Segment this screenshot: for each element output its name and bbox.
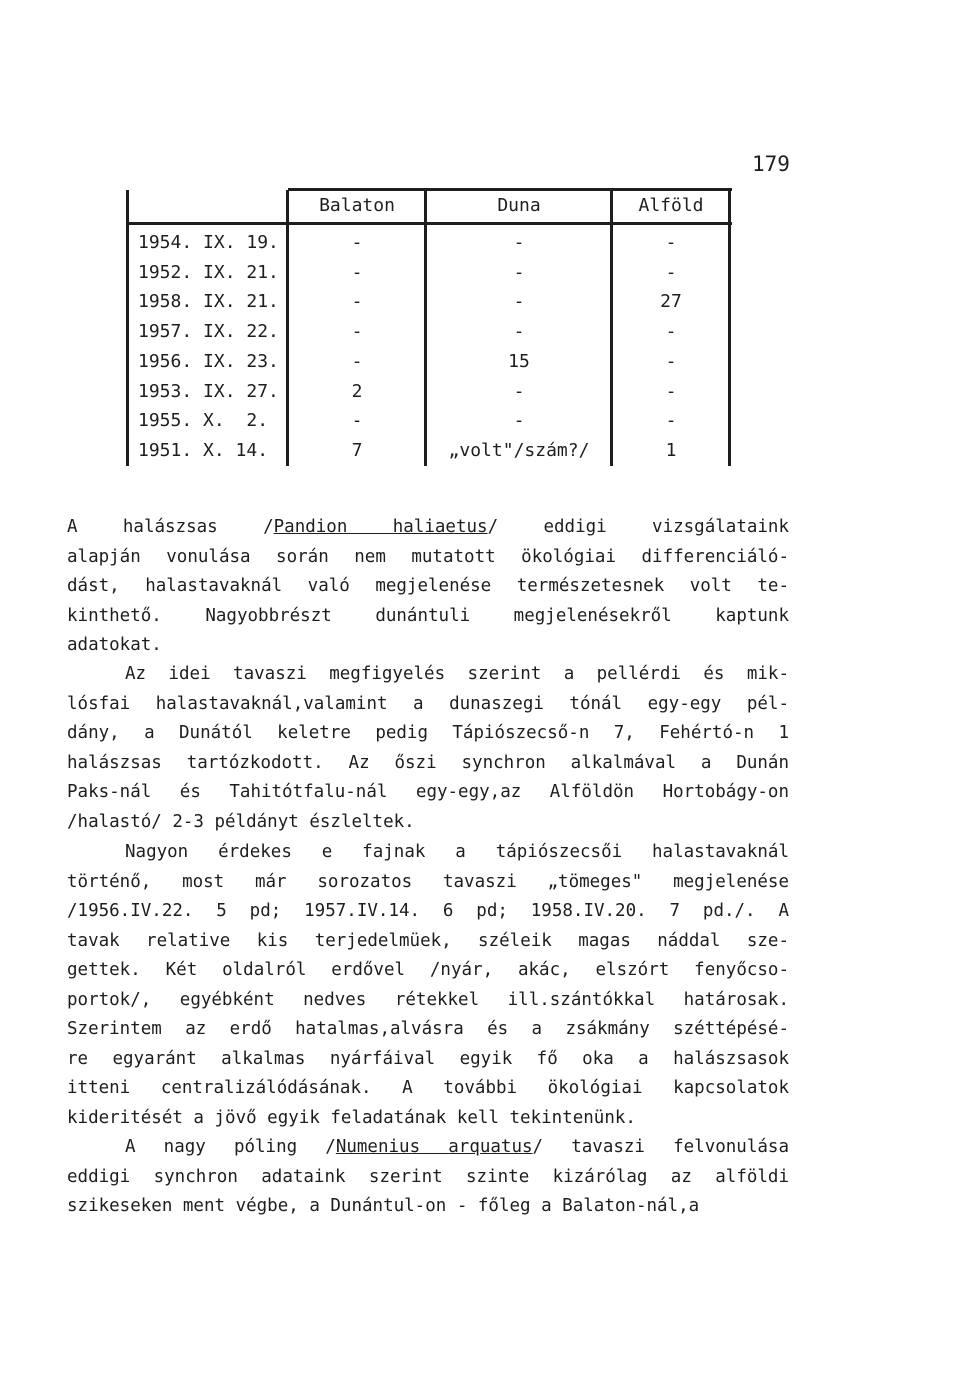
text-line: Paks-nál és Tahitótfalu-nál egy-egy,az Alföldön Hortobágy-on — [67, 782, 789, 802]
text-line: portok/, egyébként nedves rétekkel ill.szántókkal határosak. — [67, 989, 789, 1010]
line-text: A halászsas / — [67, 517, 274, 537]
line-text: / eddigi vizsgálataink — [487, 517, 789, 537]
text-line: dást, halastavaknál való megjelenése természetesnek volt te- — [67, 576, 789, 596]
table-right-rule — [728, 190, 731, 466]
cell-duna: - — [513, 380, 525, 402]
row-date: 1958. IX. 21. — [138, 291, 279, 313]
text-line: eddigi synchron adataink szerint szinte kizárólag az alföldi — [67, 1166, 789, 1187]
row-date: 1957. IX. 22. — [138, 321, 279, 343]
cell-balaton: - — [351, 321, 363, 343]
cell-alfold: - — [665, 321, 677, 343]
text-line: Szerintem az erdő hatalmas,alvásra és a zsákmány széttépésé- — [67, 1019, 789, 1039]
paragraph — [67, 838, 789, 1133]
table-balaton-rule — [424, 190, 427, 466]
cell-balaton: - — [351, 232, 363, 253]
text-line: szikeseken ment végbe, a Dunántul-on - főleg a Balaton-nál,a — [67, 1196, 700, 1216]
text-line: kinthető. Nagyobbrészt dunántuli megjelenésekről kaptunk — [67, 605, 789, 626]
paragraph — [67, 1133, 789, 1222]
cell-balaton: 2 — [351, 380, 363, 402]
table-duna-rule — [610, 190, 613, 466]
cell-duna: - — [513, 321, 525, 343]
text-line: re egyaránt alkalmas nyárfáival egyik fő oka a halászsasok — [67, 1048, 789, 1069]
cell-duna: - — [513, 261, 525, 283]
paragraph — [67, 513, 789, 661]
column-header-alfold: Alföld — [638, 195, 704, 216]
text-line: gettek. Két oldalról erdővel /nyár, akác, elszórt fenyőcso- — [67, 960, 789, 980]
text-line: kideritését a jövő egyik feladatának kell tekintenünk. — [67, 1107, 636, 1128]
text-line: lósfai halastavaknál,valamint a dunaszegi tónál egy-egy pél- — [67, 693, 789, 714]
cell-alfold: - — [665, 380, 677, 402]
table-left-rule — [126, 190, 129, 466]
cell-alfold: - — [665, 232, 677, 253]
column-header-duna: Duna — [497, 195, 541, 216]
cell-duna: - — [513, 410, 525, 432]
table-header-rule — [128, 222, 732, 225]
cell-balaton: 7 — [351, 439, 363, 461]
text-line: dány, a Dunától keletre pedig Tápiószecső-n 7, Fehértó-n 1 — [67, 723, 789, 743]
line-text: / tavaszi felvonulása — [532, 1137, 789, 1157]
table-top-rule — [288, 188, 732, 191]
cell-alfold: 1 — [665, 439, 677, 461]
text-line: alapján vonulása során nem mutatott ökológiai differenciáló- — [67, 546, 789, 567]
cell-balaton: - — [351, 350, 363, 372]
cell-alfold: - — [665, 261, 677, 283]
species-name: Pandion haliaetus — [273, 517, 488, 537]
column-header-balaton: Balaton — [319, 195, 395, 216]
cell-balaton: - — [351, 261, 363, 283]
table-date-rule — [286, 190, 289, 466]
text-line: adatokat. — [67, 635, 162, 655]
species-name: Numenius arquatus — [335, 1137, 533, 1157]
text-line: Nagyon érdekes e fajnak a tápiószecsői halastavaknál — [125, 842, 789, 862]
cell-duna: 15 — [508, 350, 530, 372]
row-date: 1953. IX. 27. — [138, 380, 279, 402]
cell-duna: - — [513, 291, 525, 313]
cell-alfold: 27 — [660, 291, 682, 313]
paragraph — [67, 660, 789, 837]
row-date: 1954. IX. 19. — [138, 232, 279, 253]
text-line: itteni centralizálódásának. A további ökológiai kapcsolatok — [67, 1078, 789, 1098]
line-text: A nagy póling / — [125, 1137, 336, 1157]
text-line — [67, 513, 789, 543]
text-line: történő, most már sorozatos tavaszi „tömeges" megjelenése — [67, 871, 789, 892]
text-line: Az idei tavaszi megfigyelés szerint a pellérdi és mik- — [125, 664, 789, 684]
text-line: /1956.IV.22. 5 pd; 1957.IV.14. 6 pd; 1958.IV.20. 7 pd./. A — [67, 901, 789, 921]
cell-balaton: - — [351, 291, 363, 313]
page-number: 179 — [752, 152, 790, 176]
cell-alfold: - — [665, 350, 677, 372]
row-date: 1952. IX. 21. — [138, 261, 279, 283]
text-line: tavak relative kis terjedelmüek, széleik magas náddal sze- — [67, 930, 789, 951]
cell-duna: - — [513, 232, 525, 253]
cell-duna: „volt"/szám?/ — [448, 439, 590, 461]
text-line: halászsas tartózkodott. Az őszi synchron alkalmával a Dunán — [67, 752, 789, 773]
cell-alfold: - — [665, 410, 677, 432]
row-date: 1955. X. 2. — [138, 410, 269, 432]
text-line — [67, 1133, 789, 1163]
row-date: 1956. IX. 23. — [138, 350, 279, 372]
cell-balaton: - — [351, 410, 363, 432]
text-line: /halastó/ 2-3 példányt észleltek. — [67, 811, 415, 832]
row-date: 1951. X. 14. — [138, 439, 269, 461]
